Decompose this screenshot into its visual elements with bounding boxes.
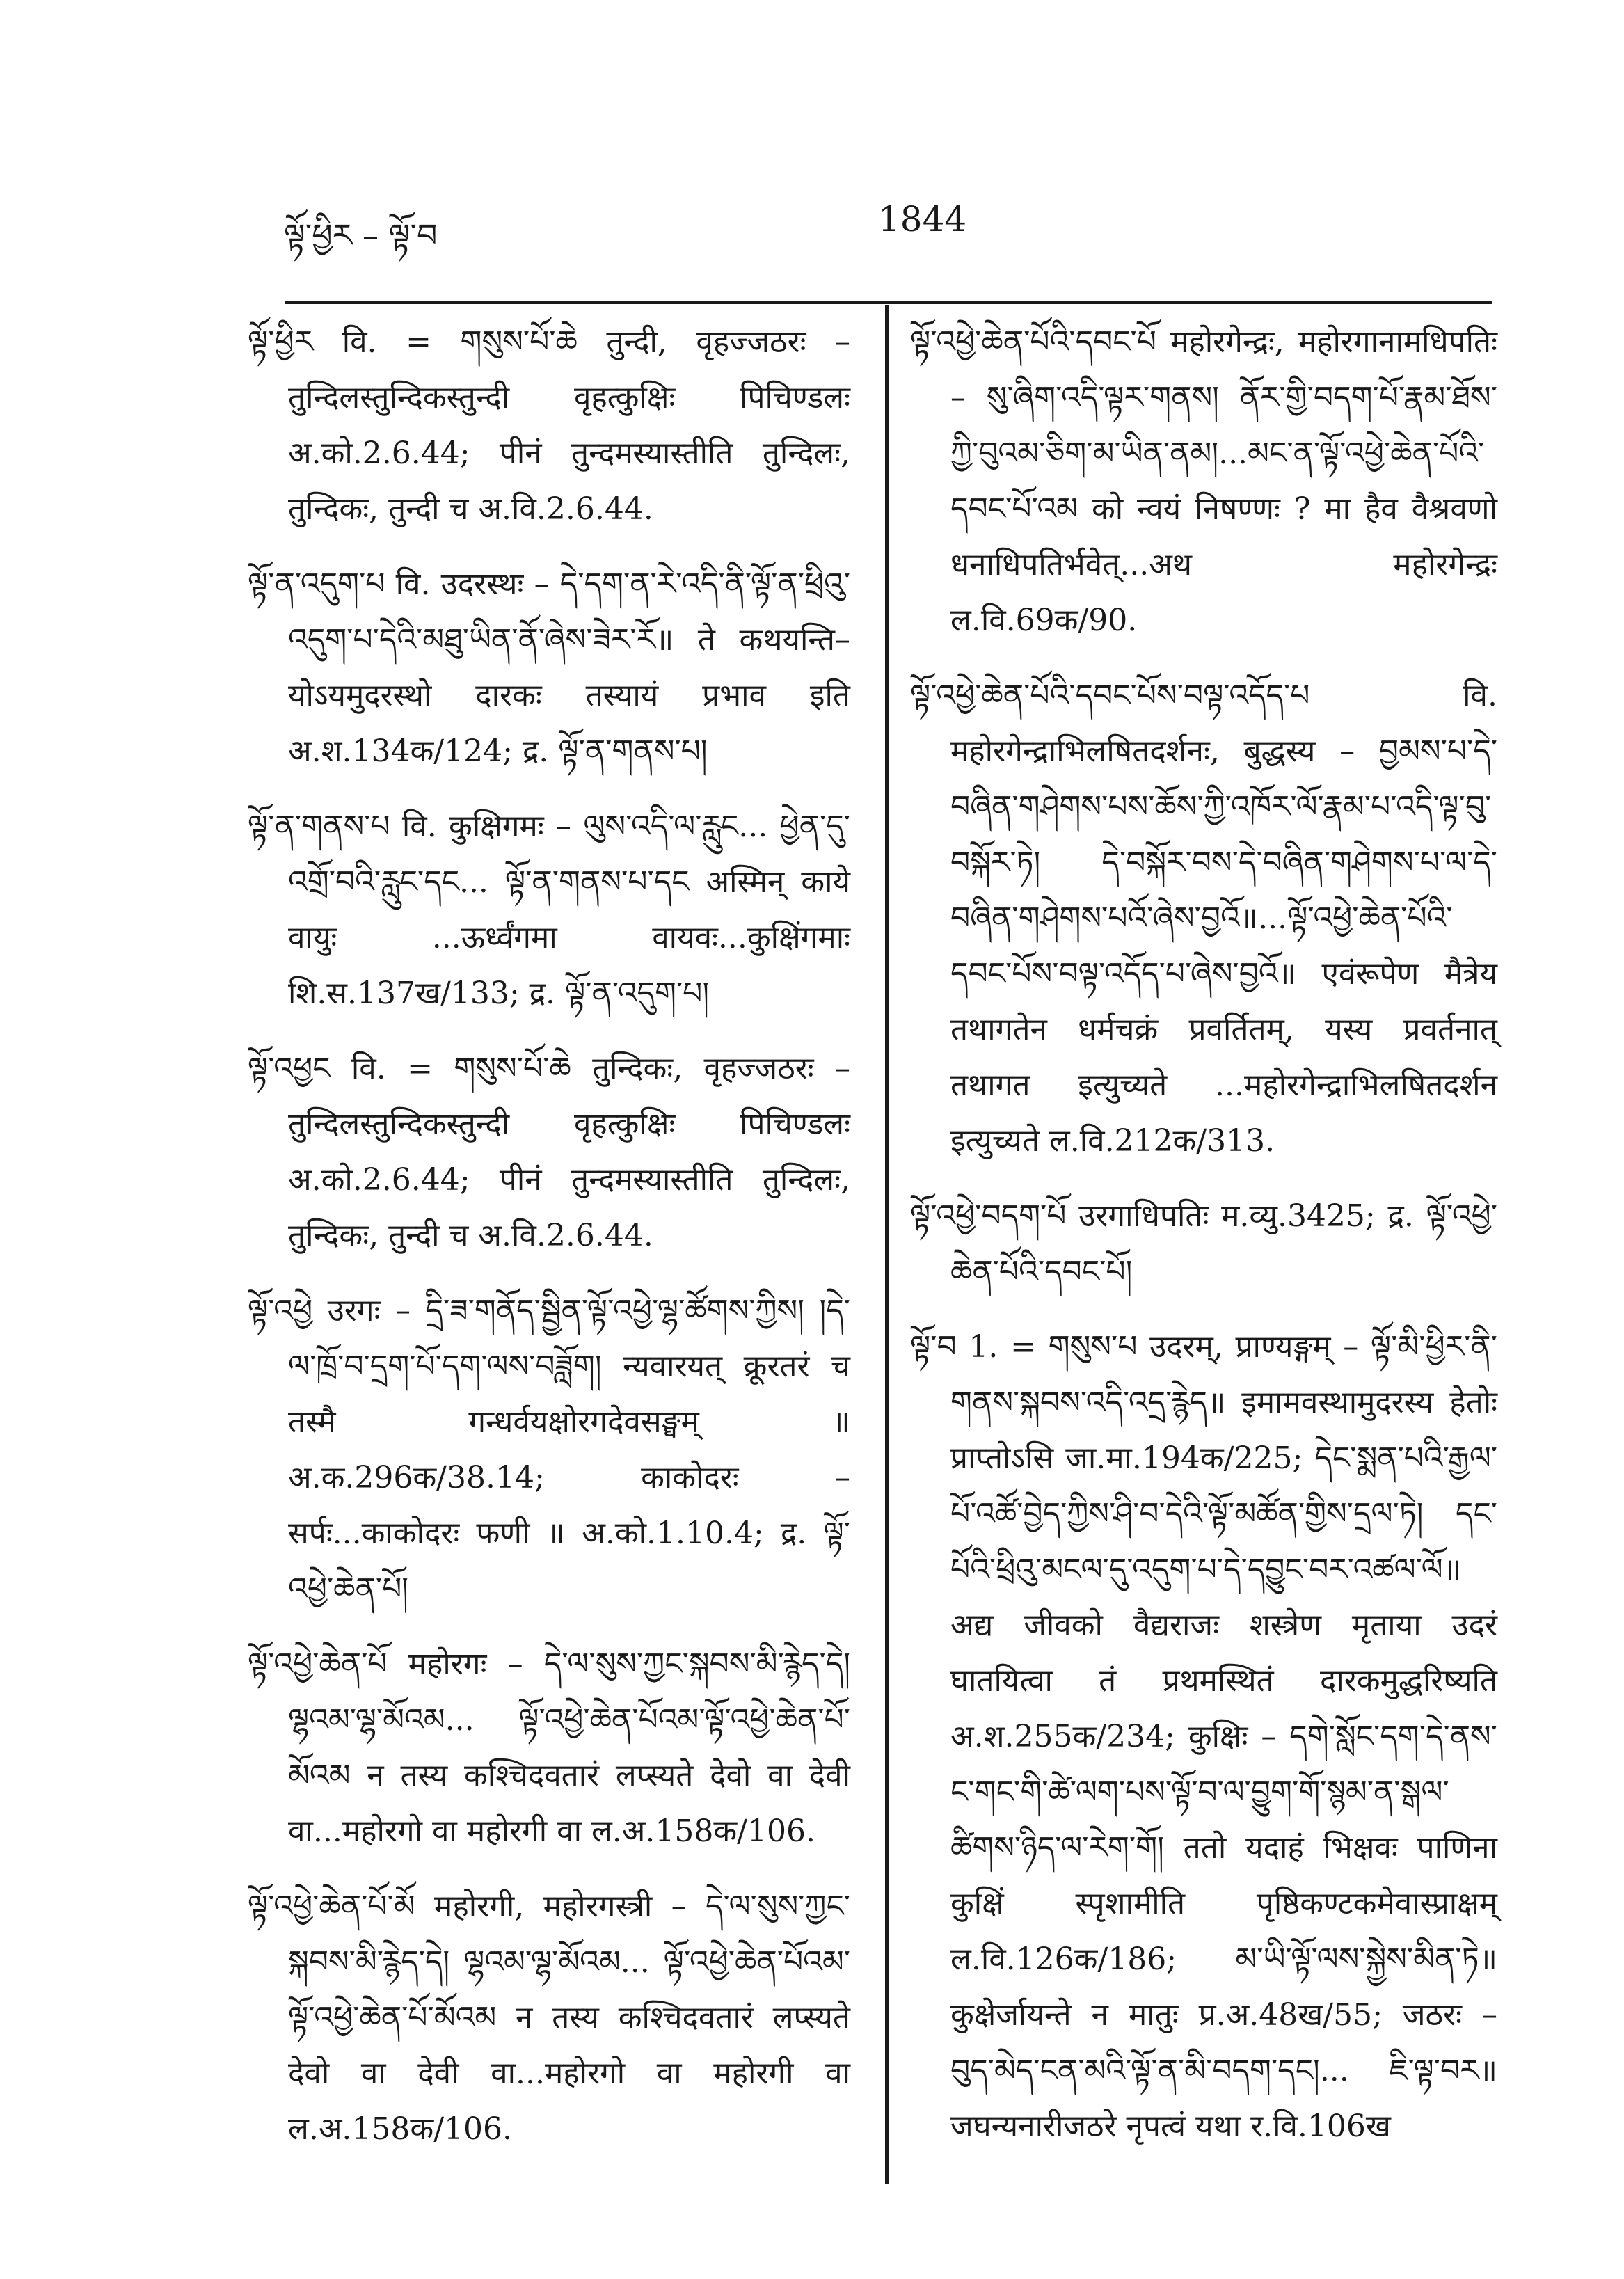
page-number: 1844 — [878, 199, 967, 239]
dictionary-entry: ལྟོ་འཕྱེ उरगः – དྲི་ཟ་གནོད་སྦྱིན་ལྟོ་འཕྱེ་ལྷ་ཚོགས་ཀྱིས། །དེ་ལ་ཁྲོ་བ་དྲག་པོ་དག་ལས་བཟློག། न्यवारयत् क्रूरतरं च तस्मै गन्धर्वयक्षोरगदेवसङ्घम् ॥ अ.क.296क/38.14; काकोदरः – सर्पः...काकोदरः फणी ॥ अ.को.1.10.4; द्र. ལྟོ་འཕྱེ་ཆེན་པོ། — [248, 1293, 850, 1607]
running-head: ལྟོ་ཕྱིར – ལྟོ་བ — [284, 216, 438, 254]
dictionary-entry: ལྟོ་འཕྱེ་ཆེན་པོའི་དབང་པོ महोरगेन्द्रः, महोरगानामधिपतिः – སུ་ཞིག་འདི་ལྟར་གནས། ནོར་གྱི་བདག་པོ་རྣམ་ཐོས་ཀྱི་བུའམ་ཅིག་མ་ཡིན་ནམ།...མང་ན་ལྟོ་འཕྱེ་ཆེན་པོའི་དབང་པོ་འམ को न्वयं निषण्णः ? मा हैव वैश्रवणो धनाधिपतिर्भवेत्...अथ महोरगेन्द्रः ल.वि.69क/90. — [910, 324, 1497, 638]
column-divider — [885, 305, 889, 2184]
right-column — [910, 315, 1497, 2174]
dictionary-entry: ལྟོ་ཕྱིར वि. = གསུས་པོ་ཆེ तुन्दी, वृहज्जठरः – तुन्दिलस्तुन्दिकस्तुन्दी वृहत्कुक्षिः पिचिण्डलः अ.को.2.6.44; पीनं तुन्दमस्यास्तीति तुन्दिलः, तुन्दिकः, तुन्दी च अ.वि.2.6.44. — [248, 324, 850, 527]
dictionary-entry: ལྟོ་ན་གནས་པ वि. कुक्षिगमः – ལུས་འདི་ལ་རླུང... ཕྱེན་དུ་འགྲོ་བའི་རླུང་དང... ལྟོ་ན་གནས་པ་དང अस्मिन् काये वायुः ...ऊर्ध्वंगमा वायवः...कुक्षिंगमाः शि.स.137ख/133; द्र. ལྟོ་ན་འདུག་པ། — [248, 809, 850, 1011]
dictionary-entry: ལྟོ་འཕྱེ་ཆེན་པོའི་དབང་པོས་བལྟ་འདོད་པ वि. महोरगेन्द्राभिलषितदर्शनः, बुद्धस्य – བྱམས་པ་དེ་བཞིན་གཤེགས་པས་ཆོས་ཀྱི་འཁོར་ལོ་རྣམ་པ་འདི་ལྟ་བུ་བསྐོར་ཏེ། དེ་བསྐོར་བས་དེ་བཞིན་གཤེགས་པ་ལ་དེ་བཞིན་གཤེགས་པའོ་ཞེས་བྱའོ॥...ལྟོ་འཕྱེ་ཆེན་པོའི་དབང་པོས་བལྟ་འདོད་པ་ཞེས་བྱའོ॥ एवंरूपेण मैत्रेय तथागतेन धर्मचक्रं प्रवर्तितम्, यस्य प्रवर्तनात् तथागत इत्युच्यते ...महोरगेन्द्राभिलषितदर्शन इत्युच्यते ल.वि.212क/313. — [910, 678, 1497, 1159]
left-column — [248, 315, 850, 2177]
dictionary-entry: ལྟོ་འཕྱེ་བདག་པོ उरगाधिपतिः म.व्यु.3425; द्र. ལྟོ་འཕྱེ་ཆེན་པོའི་དབང་པོ། — [910, 1198, 1497, 1289]
header-rule — [285, 301, 1492, 304]
dictionary-entry: ལྟོ་བ 1. = གསུས་པ उदरम्, प्राण्यङ्गम् – ལྟོ་མི་ཕྱིར་ནི་གནས་སྐབས་འདི་འདྲ་རྙེད॥ इमामवस्थामुदरस्य हेतोः प्राप्तोऽसि जा.मा.194क/225; དེང་སྨན་པའི་རྒྱལ་པོ་འཚོ་བྱེད་ཀྱིས་ཤི་བ་དེའི་ལྟོ་མཚོན་གྱིས་དྲལ་ཏེ། དང་པོའི་ཕྲིའུ་མངལ་དུ་འདུག་པ་དེ་དབྱུང་བར་འཚལ་ལོ॥ अद्य जीवको वैद्यराजः शस्त्रेण मृताया उदरं घातयित्वा तं प्रथमस्थितं दारकमुद्धरिष्यति अ.श.255क/234; कुक्षिः – དགེ་སློང་དག་དེ་ནས་ང་གང་གི་ཚེ་ལག་པས་ལྟོ་བ་ལ་བྱུག་གོ་སྙམ་ན་སྒལ་ཚིགས་ཉིད་ལ་རེག་གོ། ततो यदाहं भिक्षवः पाणिना कुक्षिं स्पृशामीति पृष्ठिकण्टकमेवास्प्राक्षम् ल.वि.126क/186; མ་ཡི་ལྟོ་ལས་སྐྱེས་མིན་ཏེ॥ कुक्षेर्जायन्ते न मातुः प्र.अ.48ख/55; जठरः – བུད་མེད་ངན་མའི་ལྟོ་ན་མི་བདག་དང།... ཇི་ལྟ་བར॥ जघन्यनारीजठरे नृपत्वं यथा र.वि.106ख — [910, 1329, 1497, 2144]
dictionary-entry: ལྟོ་ན་འདུག་པ वि. उदरस्थः – དེ་དག་ན་རེ་འདི་ནི་ལྟོ་ན་ཕྲིའུ་འདུག་པ་དེའི་མཐུ་ཡིན་ནོ་ཞེས་ཟེར་རོ॥ ते कथयन्ति–योऽयमुदरस्थो दारकः तस्यायं प्रभाव इति अ.श.134क/124; द्र. ལྟོ་ན་གནས་པ། — [248, 566, 850, 769]
dictionary-entry: ལྟོ་འཕྱེ་ཆེན་པོ་མོ महोरगी, महोरगस्त्री – དེ་ལ་སུས་ཀྱང་སྐབས་མི་རྙེད་དེ། ལྷའམ་ལྷ་མོའམ... ལྟོ་འཕྱེ་ཆེན་པོའམ་ལྟོ་འཕྱེ་ཆེན་པོ་མོའམ न तस्य कश्चिदवतारं लप्स्यते देवो वा देवी वा...महोरगो वा महोरगी वा ल.अ.158क/106. — [248, 1889, 850, 2147]
dictionary-entry: ལྟོ་འཕྱེ་ཆེན་པོ महोरगः – དེ་ལ་སུས་ཀྱང་སྐབས་མི་རྙེད་དེ། ལྷའམ་ལྷ་མོའམ... ལྟོ་འཕྱེ་ཆེན་པོའམ་ལྟོ་འཕྱེ་ཆེན་པོ་མོའམ न तस्य कश्चिदवतारं लप्स्यते देवो वा देवी वा...महोरगो वा महोरगी वा ल.अ.158क/106. — [248, 1646, 850, 1849]
dictionary-entry: ལྟོ་འཕྱང वि. = གསུས་པོ་ཆེ तुन्दिकः, वृहज्जठरः – तुन्दिलस्तुन्दिकस्तुन्दी वृहत्कुक्षिः पिचिण्डलः अ.को.2.6.44; पीनं तुन्दमस्यास्तीति तुन्दिलः, तुन्दिकः, तुन्दी च अ.वि.2.6.44. — [248, 1051, 850, 1253]
